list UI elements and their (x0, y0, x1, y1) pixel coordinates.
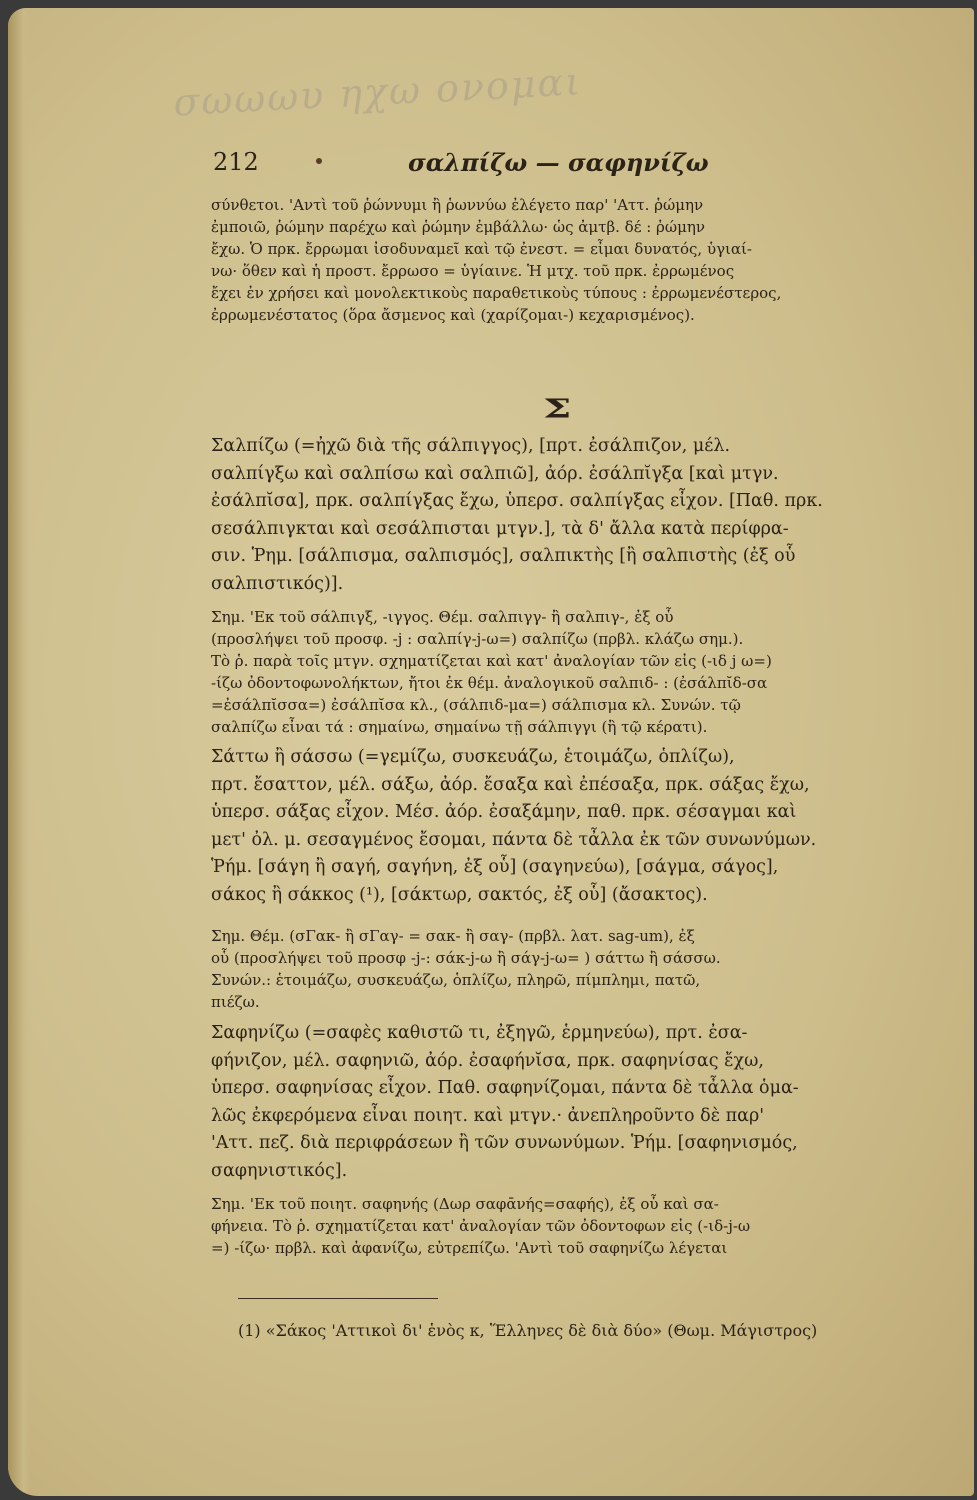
text-line: νω· ὅθεν καὶ ἡ προστ. ἔρρωσο = ὑγίαινε. Ἡ μτχ. τοῦ πρκ. ἐρρωμένος (211, 262, 735, 280)
text-line: 'Αττ. πεζ. διὰ περιφράσεων ἢ τῶν συνωνύμων. Ῥήμ. [σαφηνισμός, (211, 1133, 798, 1153)
text-line: Τὸ ῥ. παρὰ τοῖς μτγν. σχηματίζεται καὶ κατ' ἀναλογίαν τῶν εἰς (-ιδ j ω=) (211, 652, 772, 670)
entry-satto (211, 744, 916, 909)
text-line: Σάττω ἢ σάσσω (=γεμίζω, συσκευάζω, ἑτοιμάζω, ὁπλίζω), (211, 747, 735, 767)
text-line: πρτ. ἔσαττον, μέλ. σάξω, ἀόρ. ἔσαξα καὶ ἐπέσαξα, πρκ. σάξας ἔχω, (211, 774, 810, 795)
ink-dot (316, 158, 322, 164)
text-line: Σημ. 'Εκ τοῦ σάλπιγξ, -ιγγος. Θέμ. σαλπιγγ- ἢ σαλπιγ-, ἐξ οὗ (211, 608, 674, 626)
text-line: ὑπερσ. σαφηνίσας εἶχον. Παθ. σαφηνίζομαι, πάντα δὲ τἆλλα ὁμα- (211, 1078, 799, 1098)
page-edge-shadow (8, 8, 30, 1496)
text-line: =ἐσάλπῐσσα=) ἐσάλπῐσα κλ., (σάλπιδ-μα=) σάλπισμα κλ. Συνών. τῷ (211, 696, 741, 714)
footnote: (1) «Σάκος 'Αττικοὶ δι' ἑνὸς κ, Ἕλληνες δὲ διὰ δύο» (Θωμ. Μάγιστρος) (238, 1321, 818, 1340)
text-line: Συνών.: ἑτοιμάζω, συσκευάζω, ὁπλίζω, πληρῶ, πίμπλημι, πατῶ, (211, 971, 701, 989)
note-saphenizo (211, 1193, 916, 1259)
note-salpizo (211, 606, 916, 738)
handwritten-annotation: σωωωυ ηχω ονομαι (172, 59, 584, 125)
text-line: πιέζω. (211, 993, 260, 1011)
text-line: ἐμποιῶ, ῥώμην παρέχω καὶ ῥώμην ἐμβάλλω· ὡς ἀμτβ. δέ : ῥώμην (211, 218, 705, 236)
text-line: ἔχει ἐν χρήσει καὶ μονολεκτικοὺς παραθετικοὺς τύπους : ἐρρωμενέστερος, (211, 284, 782, 302)
top-paragraph (211, 194, 916, 326)
book-page (8, 8, 974, 1496)
text-line: ἐρρωμενέστατος (ὅρα ἄσμενος καὶ (χαρίζομαι-) κεχαρισμένος). (211, 306, 695, 324)
text-line: =) -ίζω· πρβλ. καὶ ἀφανίζω, εὐτρεπίζω. 'Αντὶ τοῦ σαφηνίζω λέγεται (211, 1239, 728, 1257)
text-line: ἐσάλπῐσα], πρκ. σαλπίγξας ἔχω, ὑπερσ. σαλπίγξας εἶχον. [Παθ. πρκ. (211, 491, 823, 511)
text-line: μετ' ὀλ. μ. σεσαγμένος ἔσομαι, πάντα δὲ τἆλλα ἐκ τῶν συνωνύμων. (211, 829, 817, 850)
text-line: φήνιζον, μέλ. σαφηνιῶ, ἀόρ. ἐσαφήνῐσα, πρκ. σαφηνίσας ἔχω, (211, 1050, 764, 1071)
running-title: σαλπίζω — σαφηνίζω (408, 148, 709, 177)
text-line: (προσλήψει τοῦ προσφ. -j : σαλπίγ-j-ω=) σαλπίζω (πρβλ. κλάζω σημ.). (211, 630, 744, 648)
text-line: ἔχω. Ὁ πρκ. ἔρρωμαι ἰσοδυναμεῖ καὶ τῷ ἐνεστ. = εἶμαι δυνατός, ὑγιαί- (211, 240, 753, 258)
text-line: σύνθετοι. 'Αντὶ τοῦ ῥώννυμι ἢ ῥωννύω ἐλέγετο παρ' 'Αττ. ῥώμην (211, 196, 704, 214)
text-line: σαφηνιστικός]. (211, 1160, 348, 1181)
text-line: Σημ. 'Εκ τοῦ ποιητ. σαφηνής (Δωρ σαφᾱνής=σαφής), ἐξ οὗ καὶ σα- (211, 1195, 719, 1213)
section-letter: Σ (543, 393, 572, 424)
entry-salpizo (211, 433, 916, 598)
text-line: Ῥήμ. [σάγη ἢ σαγή, σαγήνη, ἐξ οὗ] (σαγηνεύω), [σάγμα, σάγος], (211, 857, 779, 877)
text-line: ὑπερσ. σάξας εἶχον. Μέσ. ἀόρ. ἐσαξάμην, παθ. πρκ. σέσαγμαι καὶ (211, 802, 797, 822)
text-line: Σαφηνίζω (=σαφὲς καθιστῶ τι, ἐξηγῶ, ἑρμηνεύω), πρτ. ἐσα- (211, 1023, 748, 1043)
footnote-rule (238, 1298, 438, 1299)
entry-saphenizo (211, 1020, 916, 1185)
text-line: -ίζω ὀδοντοφωνολήκτων, ἤτοι ἐκ θέμ. ἀναλογικοῦ σαλπιδ- : (ἐσάλπῐδ-σα (211, 674, 768, 692)
text-line: σαλπίζω εἶναι τά : σημαίνω, σημαίνω τῇ σάλπιγγι (ἢ τῷ κέρατι). (211, 718, 708, 736)
text-line: σεσάλπιγκται καὶ σεσάλπισται μτγν.], τὰ δ' ἄλλα κατὰ περίφρα- (211, 518, 789, 539)
text-line: σαλπιστικός)]. (211, 573, 344, 594)
page-number: 212 (213, 148, 259, 176)
note-satto (211, 925, 916, 1013)
running-header (213, 148, 913, 188)
text-line: σαλπίγξω καὶ σαλπίσω καὶ σαλπιῶ], ἀόρ. ἐσάλπῐγξα [καὶ μτγν. (211, 463, 779, 484)
text-line: σιν. Ῥημ. [σάλπισμα, σαλπισμός], σαλπικτὴς [ἢ σαλπιστὴς (ἐξ οὗ (211, 546, 796, 566)
text-line: φήνεια. Τὸ ῥ. σχηματίζεται κατ' ἀναλογίαν τῶν ὀδοντοφων εἰς (-ιδ-j-ω (211, 1217, 751, 1235)
text-line: σάκος ἢ σάκκος (¹), [σάκτωρ, σακτός, ἐξ οὗ] (ἄσακτος). (211, 884, 708, 905)
text-line: οὗ (προσλήψει τοῦ προσφ -j-: σάκ-j-ω ἢ σάγ-j-ω= ) σάττω ἢ σάσσω. (211, 949, 721, 967)
text-line: Σημ. Θέμ. (σΓακ- ἢ σΓαγ- = σακ- ἢ σαγ- (πρβλ. λατ. sag-um), ἐξ (211, 927, 695, 945)
text-line: λῶς ἐκφερόμενα εἶναι ποιητ. καὶ μτγν.· ἀνεπληροῦντο δὲ παρ' (211, 1105, 765, 1126)
text-line: Σαλπίζω (=ἠχῶ διὰ τῆς σάλπιγγος), [πρτ. ἐσάλπιζον, μέλ. (211, 436, 731, 456)
